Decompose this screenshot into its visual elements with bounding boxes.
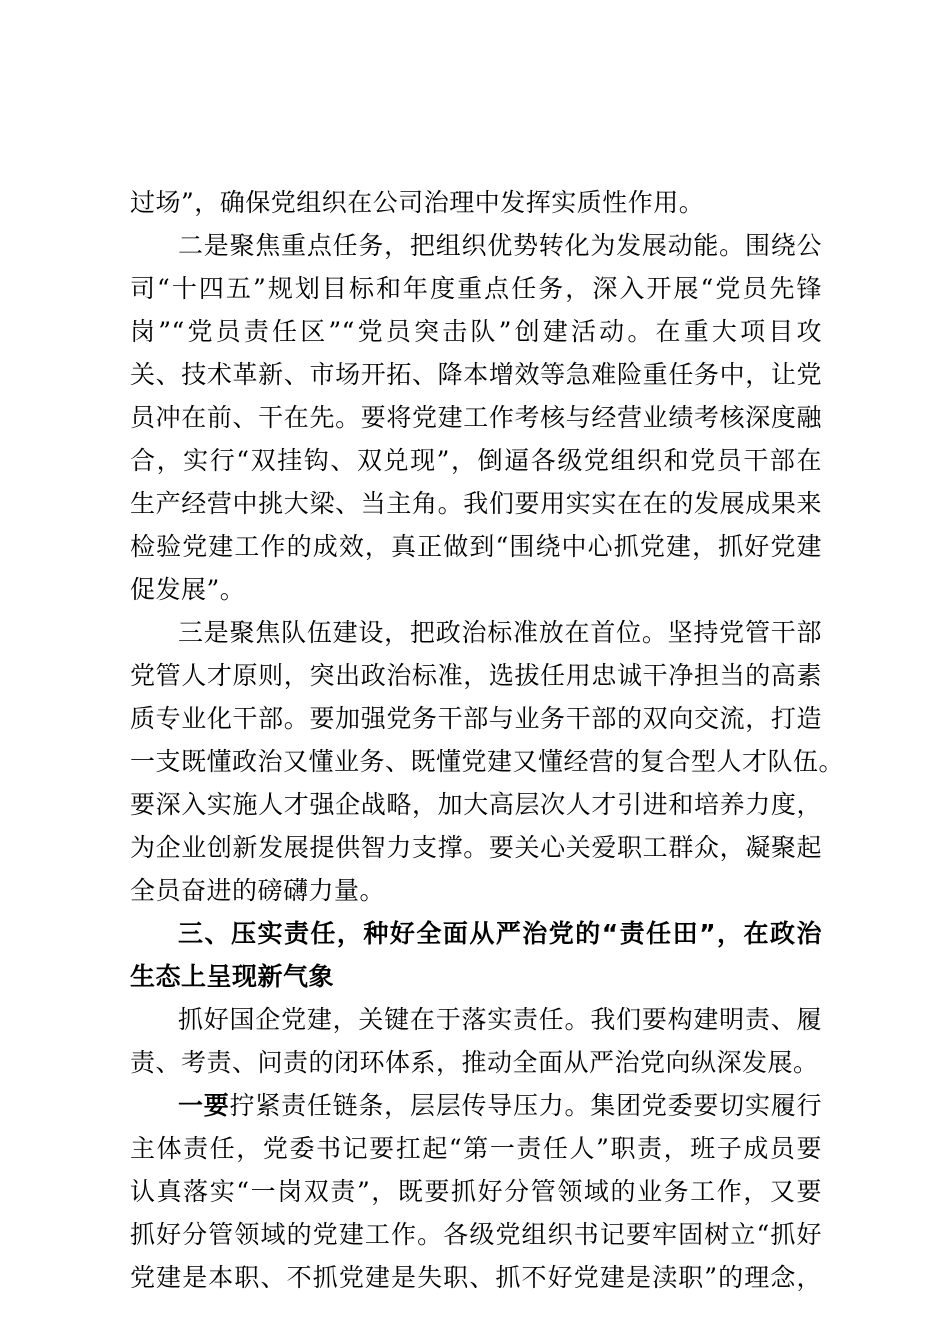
paragraph-line: 抓好分管领域的党建工作。各级党组织书记要牢固树立“抓好 — [130, 1220, 822, 1249]
section-heading: 生态上呈现新气象 — [130, 962, 335, 991]
paragraph-line: 司“十四五”规划目标和年度重点任务，深入开展“党员先锋 — [130, 274, 822, 303]
paragraph-line: 检验党建工作的成效，真正做到“围绕中心抓党建，抓好党建 — [130, 532, 822, 561]
paragraph-line: 过场”，确保党组织在公司治理中发挥实质性作用。 — [130, 188, 705, 217]
paragraph-line: 生产经营中挑大梁、当主角。我们要用实实在在的发展成果来 — [130, 489, 822, 518]
paragraph-line: 员冲在前、干在先。要将党建工作考核与经营业绩考核深度融 — [130, 403, 822, 432]
paragraph-line: 全员奋进的磅礴力量。 — [130, 876, 386, 905]
paragraph-line: 促发展”。 — [130, 575, 246, 604]
paragraph-line: 二是聚焦重点任务，把组织优势转化为发展动能。围绕公 — [178, 231, 822, 260]
paragraph-line: 党管人才原则，突出政治标准，选拔任用忠诚干净担当的高素 — [130, 661, 822, 690]
paragraph-line: 一支既懂政治又懂业务、既懂党建又懂经营的复合型人才队伍。 — [130, 747, 845, 776]
bold-lead: 一要 — [178, 1091, 230, 1120]
paragraph-line: 三是聚焦队伍建设，把政治标准放在首位。坚持党管干部 — [178, 618, 822, 647]
paragraph-line: 责、考责、问责的闭环体系，推动全面从严治党向纵深发展。 — [130, 1048, 819, 1077]
section-heading: 三、压实责任，种好全面从严治党的“责任田”，在政治 — [178, 919, 822, 948]
paragraph-line: 抓好国企党建，关键在于落实责任。我们要构建明责、履 — [178, 1005, 822, 1034]
paragraph-line: 主体责任，党委书记要扛起“第一责任人”职责，班子成员要 — [130, 1134, 822, 1163]
paragraph-line — [178, 1083, 822, 1129]
paragraph-line: 为企业创新发展提供智力支撑。要关心关爱职工群众，凝聚起 — [130, 833, 822, 862]
paragraph-line: 党建是本职、不抓党建是失职、抓不好党建是渎职”的理念， — [130, 1263, 822, 1292]
paragraph-line: 认真落实“一岗双责”，既要抓好分管领域的业务工作，又要 — [130, 1177, 822, 1206]
paragraph-line: 质专业化干部。要加强党务干部与业务干部的双向交流，打造 — [130, 704, 822, 733]
paragraph-line: 要深入实施人才强企战略，加大高层次人才引进和培养力度， — [130, 790, 822, 819]
paragraph-line: 合，实行“双挂钩、双兑现”，倒逼各级党组织和党员干部在 — [130, 446, 822, 475]
line-text: 拧紧责任链条，层层传导压力。集团党委要切实履行 — [229, 1091, 822, 1120]
paragraph-line: 岗”“党员责任区”“党员突击队”创建活动。在重大项目攻 — [130, 317, 822, 346]
paragraph-line: 关、技术革新、市场开拓、降本增效等急难险重任务中，让党 — [130, 360, 822, 389]
